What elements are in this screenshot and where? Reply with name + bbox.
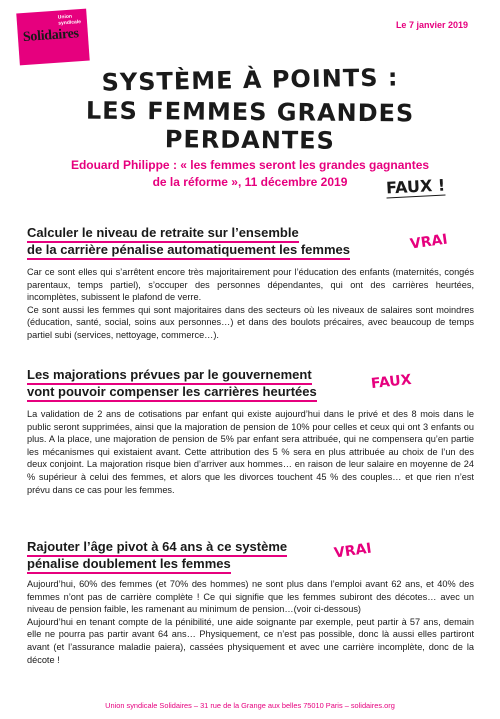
section-3-paragraph-2: Aujourd’hui en tenant compte de la pénibilité, une aide soignante par exemple, peut partir à 57 ans, demain elle ne pourra pas partir avant 64 ans… Physiquement, ce n’est pas possible, donc là aussi elles partiront avant (et l’assurance maladie paiera), cassées physiquement et avec une carrière incomplète, donc de la décote ! bbox=[27, 616, 474, 665]
section-2-heading-line1: Les majorations prévues par le gouvernement bbox=[27, 367, 312, 385]
section-1-paragraph-1: Car ce sont elles qui s’arrêtent encore très majoritairement pour l’éducation des enfants (maternités, congés parentaux, temps partiel), s’occuper des personnes dépendantes, qui ont des carrières heurtées, incomplètes, subissent le plafond de verre. bbox=[27, 267, 474, 303]
logo-subtitle bbox=[58, 13, 82, 27]
document-date: Le 7 janvier 2019 bbox=[395, 20, 468, 30]
section-3-heading-line2: pénalise doublement les femmes bbox=[27, 556, 231, 574]
page-title-line2: LES FEMMES GRANDES PERDANTES bbox=[85, 96, 415, 155]
footer: Union syndicale Solidaires – 31 rue de la Grange aux belles 75010 Paris – solidaires.org bbox=[105, 701, 395, 710]
section-3-paragraph-1: Aujourd’hui, 60% des femmes (et 70% des hommes) ne sont plus dans l’emploi avant 62 ans, et 40% des femmes n’ont pas de carrière complète ! Ce qui signifie que les femmes subiront des décotes… avec un niveau de pension faible, les ramenant au minimum de pension…(voir ci-dessous) bbox=[27, 579, 474, 615]
logo-subtitle-line1: Union bbox=[57, 13, 73, 21]
section-3-heading bbox=[27, 538, 287, 572]
section-1-tag: VRAI bbox=[409, 231, 449, 253]
section-2-paragraph-1: La validation de 2 ans de cotisations par enfant qui existe aujourd’hui dans le privé et des 8 mois dans le public seront supprimées, ainsi que la majoration de pension de 10% pour celles et ceux qui ont 3 enfants ou plus. A la place, une majoration de pension de 5% par enfant sera attribuée, qui ne compensera qu’en partie les mécanismes qui existaient avant. Cette attribution des 5 % sera en plus attribuée au choix de l’un des deux conjoint. La majoration risque bien d’arriver aux hommes… en raison de leur salaire en moyenne de 24 % supérieur à celui des femmes, et alors que les divorces touchent 45 % des couples… et que rien n’est prévu dans ce cas pour les femmes. bbox=[27, 409, 474, 495]
section-2-body bbox=[27, 408, 474, 496]
faux-stamp bbox=[386, 175, 446, 197]
section-2-tag: FAUX bbox=[370, 371, 413, 393]
section-1-body bbox=[27, 266, 474, 342]
section-1-heading-line1: Calculer le niveau de retraite sur l’ensemble bbox=[27, 225, 299, 243]
section-1-heading-line2: de la carrière pénalise automatiquement les femmes bbox=[27, 242, 350, 260]
section-2-heading bbox=[27, 366, 317, 400]
section-3-heading-line1: Rajouter l’âge pivot à 64 ans à ce système bbox=[27, 539, 287, 557]
quote-line1: Edouard Philippe : « les femmes seront les grandes gagnantes bbox=[70, 158, 430, 172]
quote-line2: de la réforme », 11 décembre 2019 bbox=[152, 175, 348, 189]
page-title-line1: SYSTÈME À POINTS : bbox=[101, 63, 399, 97]
logo-name: Solidaires bbox=[22, 26, 80, 46]
solidaires-logo bbox=[16, 9, 89, 66]
section-1-heading bbox=[27, 224, 350, 258]
logo-subtitle-line2: syndicale bbox=[58, 19, 82, 27]
faux-stamp-text: FAUX ! bbox=[385, 175, 446, 198]
section-1-paragraph-2: Ce sont aussi les femmes qui sont majoritaires dans des secteurs où les niveaux de salaires sont moindres (éducation, santé, social, soins aux personnes…) et dans des boulots précaires, avec beaucoup de temps partiel subi (services, nettoyage, commerce…). bbox=[27, 304, 474, 340]
section-3-tag: VRAI bbox=[333, 540, 373, 562]
section-2-heading-line2: vont pouvoir compenser les carrières heurtées bbox=[27, 384, 317, 402]
section-3-body bbox=[27, 578, 474, 666]
